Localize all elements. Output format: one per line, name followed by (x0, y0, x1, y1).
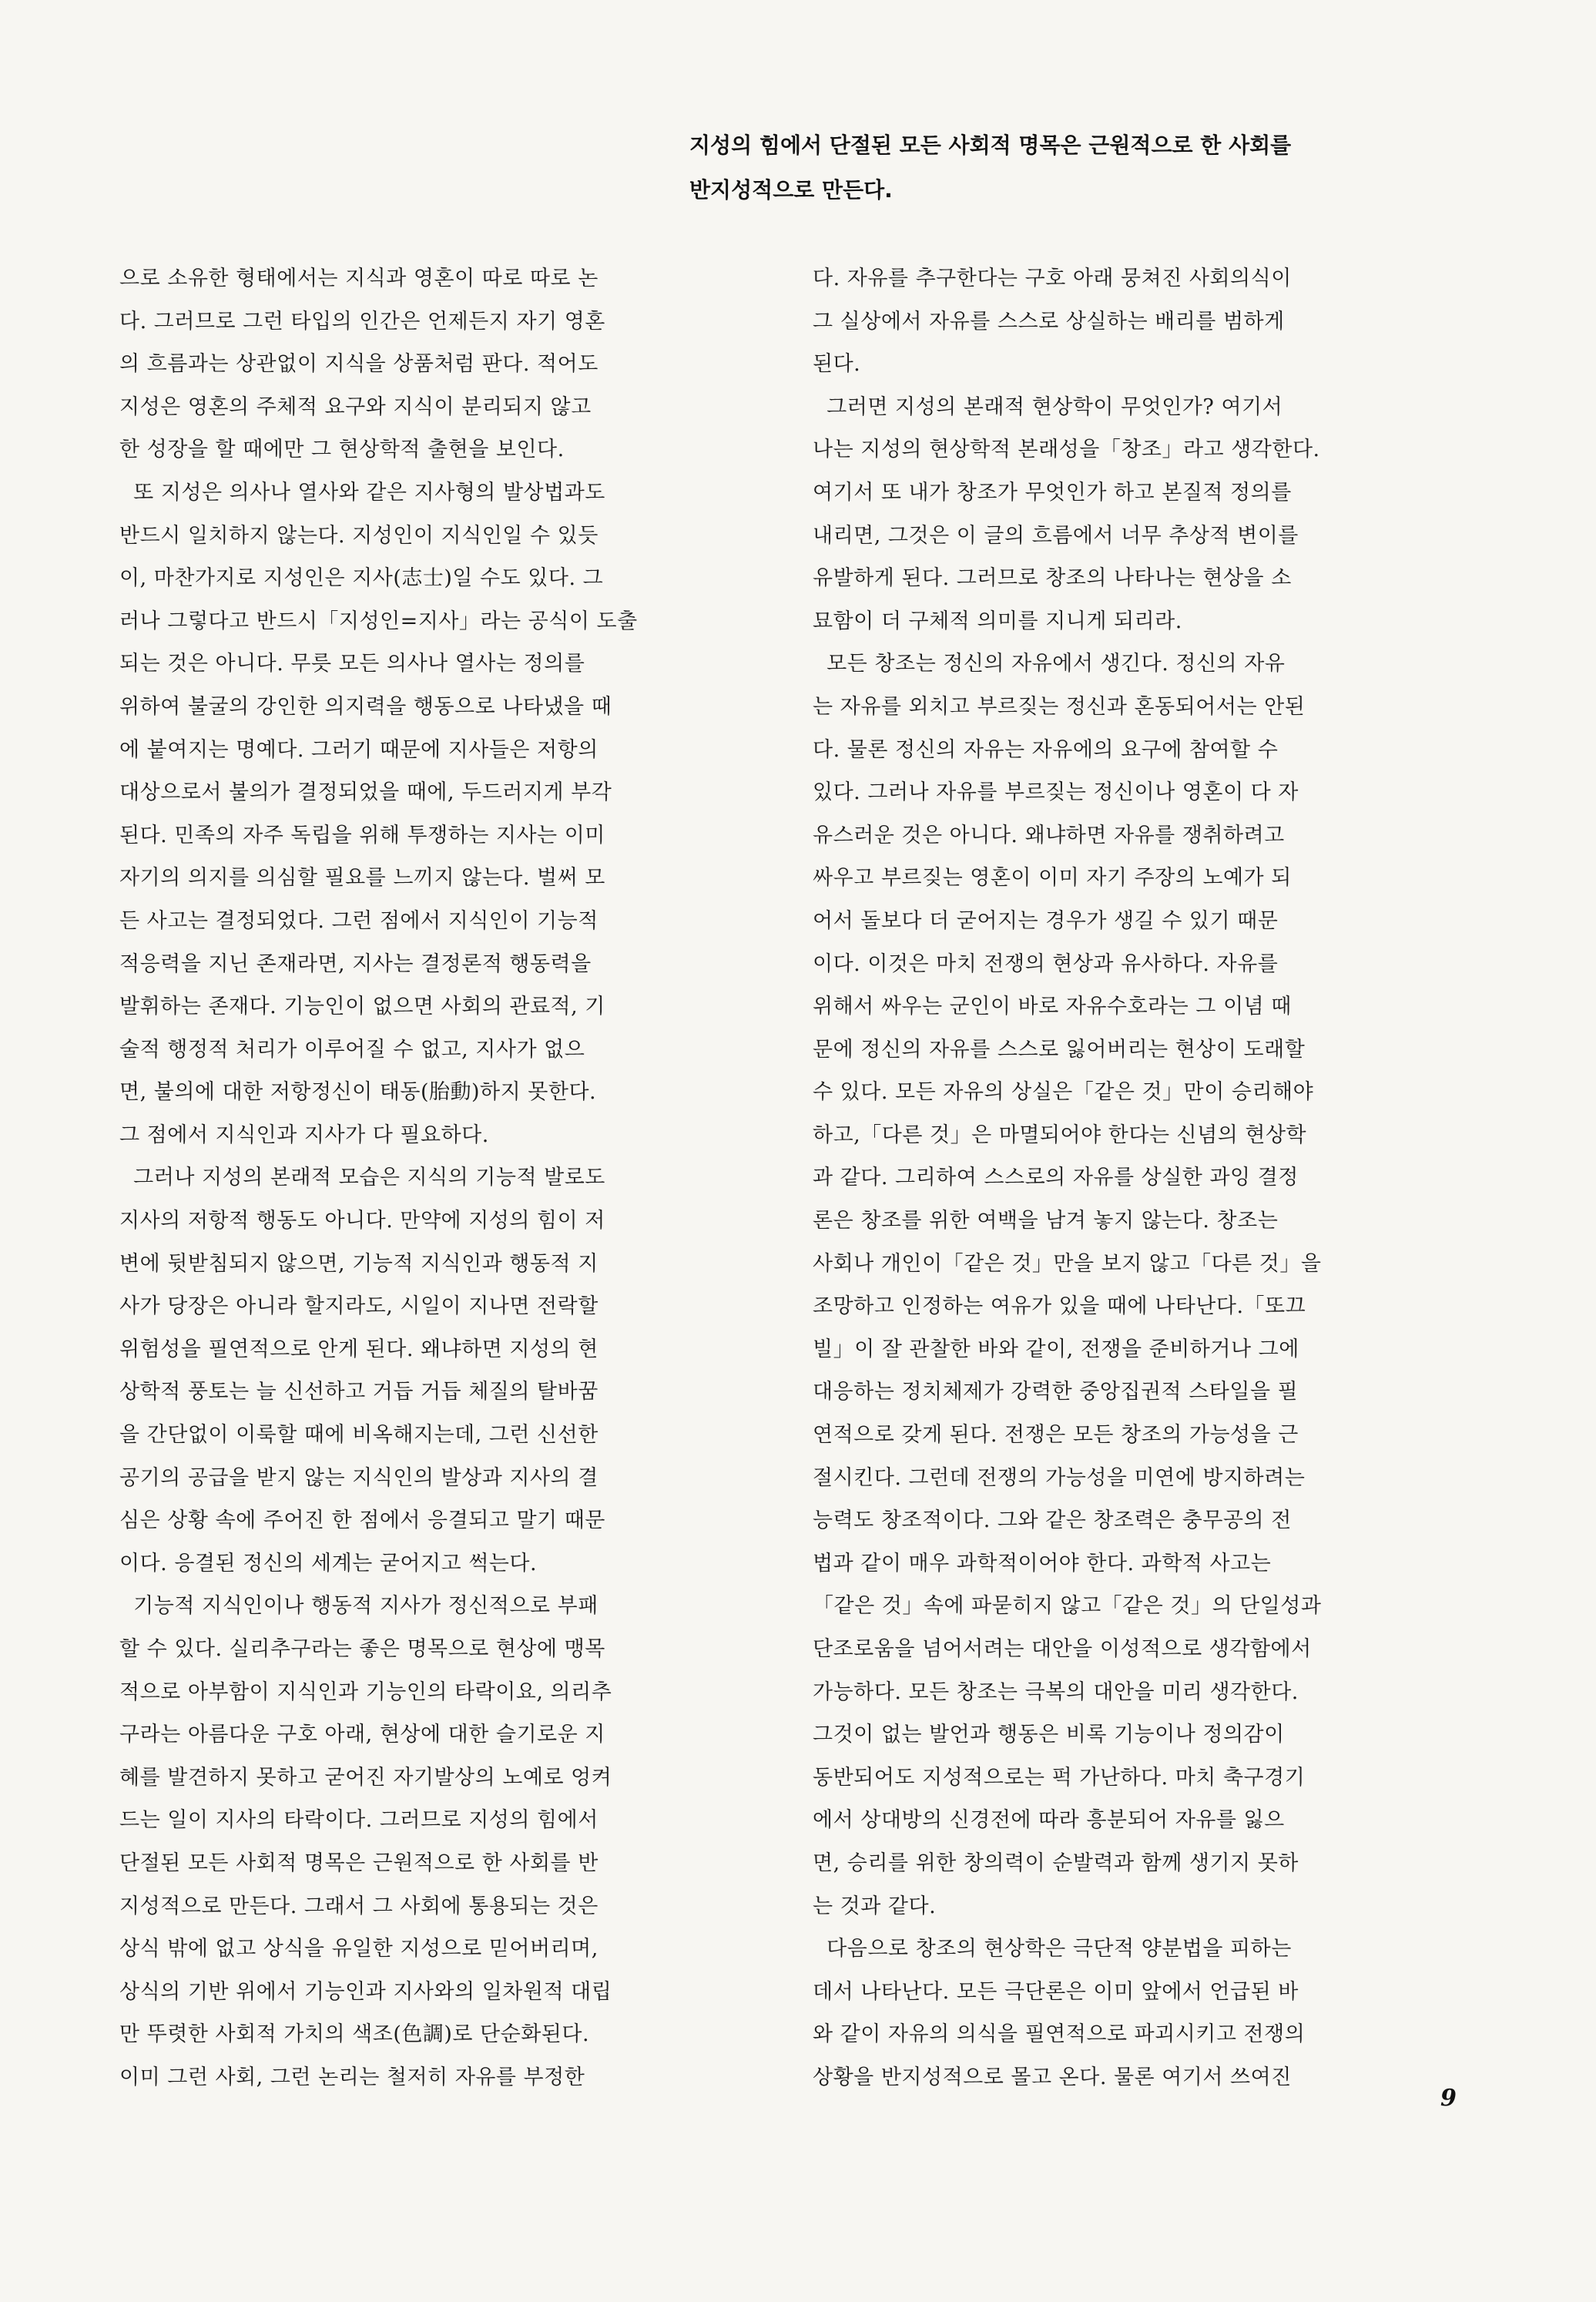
text-line: 여기서 또 내가 창조가 무엇인가 하고 본질적 정의를 (813, 480, 1292, 505)
text-line: 이다. 이것은 마치 전쟁의 현상과 유사하다. 자유를 (813, 951, 1279, 976)
text-line: 에 붙여지는 명예다. 그러기 때문에 지사들은 저항의 (119, 737, 598, 762)
text-line: 술적 행정적 처리가 이루어질 수 없고, 지사가 없으 (119, 1037, 585, 1062)
text-line: 다음으로 창조의 현상학은 극단적 양분법을 피하는 (813, 1937, 1292, 1961)
text-line: 다. 그러므로 그런 타입의 인간은 언제든지 자기 영혼 (119, 309, 605, 334)
text-line: 유스러운 것은 아니다. 왜냐하면 자유를 쟁취하려고 (813, 823, 1285, 847)
text-line: 론은 창조를 위한 여백을 남겨 놓지 않는다. 창조는 (813, 1209, 1279, 1233)
text-line: 싸우고 부르짖는 영혼이 이미 자기 주장의 노예가 되 (813, 866, 1292, 891)
text-line: 할 수 있다. 실리추구라는 좋은 명목으로 현상에 맹목 (119, 1637, 605, 1661)
text-line: 반드시 일치하지 않는다. 지성인이 지식인일 수 있듯 (119, 523, 598, 548)
text-line: 에서 상대방의 신경전에 따라 흥분되어 자유를 잃으 (813, 1808, 1285, 1833)
text-line: 한 성장을 할 때에만 그 현상학적 출현을 보인다. (119, 438, 565, 462)
text-line: 지성적으로 만든다. 그래서 그 사회에 통용되는 것은 (119, 1894, 598, 1918)
text-line: 되는 것은 아니다. 무릇 모든 의사나 열사는 정의를 (119, 652, 585, 676)
text-line: 과 같다. 그리하여 스스로의 자유를 상실한 과잉 결정 (813, 1166, 1299, 1190)
text-line: 상식 밖에 없고 상식을 유일한 지성으로 믿어버리며, (119, 1937, 598, 1961)
text-line: 유발하게 된다. 그러므로 창조의 나타나는 현상을 소 (813, 566, 1292, 591)
text-line: 을 간단없이 이룩할 때에 비옥해지는데, 그런 신선한 (119, 1423, 598, 1448)
text-line: 그 실상에서 자유를 스스로 상실하는 배리를 범하게 (813, 309, 1285, 334)
text-line: 대상으로서 불의가 결정되었을 때에, 두드러지게 부각 (119, 780, 612, 805)
text-line: 된다. (813, 352, 861, 377)
text-line: 빌」이 잘 관찰한 바와 같이, 전쟁을 준비하거나 그에 (813, 1337, 1299, 1361)
text-line: 드는 일이 지사의 타락이다. 그러므로 지성의 힘에서 (119, 1808, 598, 1833)
pull-quote-line-1: 지성의 힘에서 단절된 모든 사회적 명목은 근원적으로 한 사회를 (689, 133, 1292, 158)
text-line: 연적으로 갖게 된다. 전쟁은 모든 창조의 가능성을 근 (813, 1423, 1299, 1448)
text-line: 대응하는 정치체제가 강력한 중앙집권적 스타일을 필 (813, 1380, 1299, 1404)
text-line: 변에 뒷받침되지 않으면, 기능적 지식인과 행동적 지 (119, 1251, 598, 1276)
text-line: 으로 소유한 형태에서는 지식과 영혼이 따로 따로 논 (119, 267, 598, 290)
text-line: 자기의 의지를 의심할 필요를 느끼지 않는다. 벌써 모 (119, 866, 605, 891)
text-line: 어서 돌보다 더 굳어지는 경우가 생길 수 있기 때문 (813, 908, 1279, 933)
text-line: 하고,「다른 것」은 마멸되어야 한다는 신념의 현상학 (813, 1122, 1307, 1147)
text-line: 상황을 반지성적으로 몰고 온다. 물론 여기서 쓰여진 (813, 2065, 1292, 2089)
text-line: 있다. 그러나 자유를 부르짖는 정신이나 영혼이 다 자 (813, 780, 1299, 805)
text-line: 이미 그런 사회, 그런 논리는 철저히 자유를 부정한 (119, 2065, 585, 2089)
text-line: 공기의 공급을 받지 않는 지식인의 발상과 지사의 결 (119, 1465, 598, 1490)
text-line: 「같은 것」속에 파묻히지 않고「같은 것」의 단일성과 (813, 1594, 1322, 1619)
text-line: 사회나 개인이「같은 것」만을 보지 않고「다른 것」을 (813, 1251, 1322, 1276)
text-line: 내리면, 그것은 이 글의 흐름에서 너무 추상적 변이를 (813, 523, 1299, 548)
text-line: 이다. 응결된 정신의 세계는 굳어지고 썩는다. (119, 1551, 538, 1575)
text-line: 모든 창조는 정신의 자유에서 생긴다. 정신의 자유 (813, 652, 1286, 676)
text-line: 는 자유를 외치고 부르짖는 정신과 혼동되어서는 안된 (813, 694, 1306, 719)
text-line: 단조로움을 넘어서려는 대안을 이성적으로 생각함에서 (813, 1637, 1312, 1661)
text-line: 단절된 모든 사회적 명목은 근원적으로 한 사회를 반 (119, 1851, 598, 1875)
text-line: 면, 승리를 위한 창의력이 순발력과 함께 생기지 못하 (813, 1851, 1299, 1875)
text-line: 묘함이 더 구체적 의미를 지니게 되리라. (813, 609, 1182, 633)
text-line: 조망하고 인정하는 여유가 있을 때에 나타난다.「또끄 (813, 1294, 1306, 1319)
text-line: 위험성을 필연적으로 안게 된다. 왜냐하면 지성의 현 (119, 1337, 598, 1361)
text-line: 상식의 기반 위에서 기능인과 지사와의 일차원적 대립 (119, 1979, 612, 2004)
text-line: 심은 상황 속에 주어진 한 점에서 응결되고 말기 때문 (119, 1508, 605, 1533)
text-line: 든 사고는 결정되었다. 그런 점에서 지식인이 기능적 (119, 908, 598, 933)
text-line: 러나 그렇다고 반드시「지성인=지사」라는 공식이 도출 (119, 609, 638, 633)
left-column (119, 257, 797, 2099)
text-line: 적으로 아부함이 지식인과 기능인의 타락이요, 의리추 (119, 1680, 612, 1704)
text-line: 동반되어도 지성적으로는 퍽 가난하다. 마치 축구경기 (813, 1765, 1306, 1790)
text-line: 데서 나타난다. 모든 극단론은 이미 앞에서 언급된 바 (813, 1979, 1299, 2004)
text-line: 지성은 영혼의 주체적 요구와 지식이 분리되지 않고 (119, 394, 592, 419)
text-line: 능력도 창조적이다. 그와 같은 창조력은 충무공의 전 (813, 1508, 1292, 1533)
text-line: 된다. 민족의 자주 독립을 위해 투쟁하는 지사는 이미 (119, 823, 605, 847)
text-line: 위하여 불굴의 강인한 의지력을 행동으로 나타냈을 때 (119, 694, 612, 719)
text-line: 지사의 저항적 행동도 아니다. 만약에 지성의 힘이 저 (119, 1209, 605, 1233)
text-line: 발휘하는 존재다. 기능인이 없으면 사회의 관료적, 기 (119, 995, 605, 1019)
text-line: 의 흐름과는 상관없이 지식을 상품처럼 판다. 적어도 (119, 352, 598, 377)
pull-quote (689, 123, 1506, 213)
text-line: 또 지성은 의사나 열사와 같은 지사형의 발상법과도 (119, 480, 605, 505)
pull-quote-line-2: 반지성적으로 만든다. (689, 177, 893, 203)
text-line: 수 있다. 모든 자유의 상실은「같은 것」만이 승리해야 (813, 1080, 1314, 1105)
text-line: 사가 당장은 아니라 할지라도, 시일이 지나면 전락할 (119, 1294, 598, 1319)
page-number: 9 (1440, 2085, 1457, 2112)
text-line: 기능적 지식인이나 행동적 지사가 정신적으로 부패 (119, 1594, 598, 1619)
text-line: 와 같이 자유의 의식을 필연적으로 파괴시키고 전쟁의 (813, 2022, 1306, 2047)
text-line: 다. 물론 정신의 자유는 자유에의 요구에 참여할 수 (813, 737, 1279, 762)
text-line: 문에 정신의 자유를 스스로 잃어버리는 현상이 도래할 (813, 1037, 1306, 1062)
text-line: 만 뚜렷한 사회적 가치의 색조(色調)로 단순화된다. (119, 2022, 590, 2047)
text-line: 혜를 발견하지 못하고 굳어진 자기발상의 노예로 엉켜 (119, 1765, 612, 1790)
text-line: 다. 자유를 추구한다는 구호 아래 뭉쳐진 사회의식이 (813, 267, 1292, 290)
text-line: 절시킨다. 그런데 전쟁의 가능성을 미연에 방지하려는 (813, 1465, 1306, 1490)
text-line: 구라는 아름다운 구호 아래, 현상에 대한 슬기로운 지 (119, 1723, 605, 1747)
text-line: 그것이 없는 발언과 행동은 비록 기능이나 정의감이 (813, 1723, 1285, 1747)
text-line: 는 것과 같다. (813, 1894, 937, 1918)
text-line: 면, 불의에 대한 저항정신이 태동(胎動)하지 못한다. (119, 1080, 597, 1105)
text-line: 그러나 지성의 본래적 모습은 지식의 기능적 발로도 (119, 1166, 605, 1190)
right-column (813, 257, 1490, 2099)
text-line: 법과 같이 매우 과학적이어야 한다. 과학적 사고는 (813, 1551, 1272, 1575)
text-line: 상학적 풍토는 늘 신선하고 거듭 거듭 체질의 탈바꿈 (119, 1380, 598, 1404)
text-line: 그러면 지성의 본래적 현상학이 무엇인가? 여기서 (813, 394, 1283, 419)
text-line: 적응력을 지닌 존재라면, 지사는 결정론적 행동력을 (119, 951, 592, 976)
text-line: 가능하다. 모든 창조는 극복의 대안을 미리 생각한다. (813, 1680, 1299, 1704)
text-line: 나는 지성의 현상학적 본래성을「창조」라고 생각한다. (813, 438, 1320, 462)
text-line: 이, 마찬가지로 지성인은 지사(志士)일 수도 있다. 그 (119, 566, 604, 591)
text-line: 위해서 싸우는 군인이 바로 자유수호라는 그 이념 때 (813, 995, 1292, 1019)
text-line: 그 점에서 지식인과 지사가 다 필요하다. (119, 1122, 489, 1147)
